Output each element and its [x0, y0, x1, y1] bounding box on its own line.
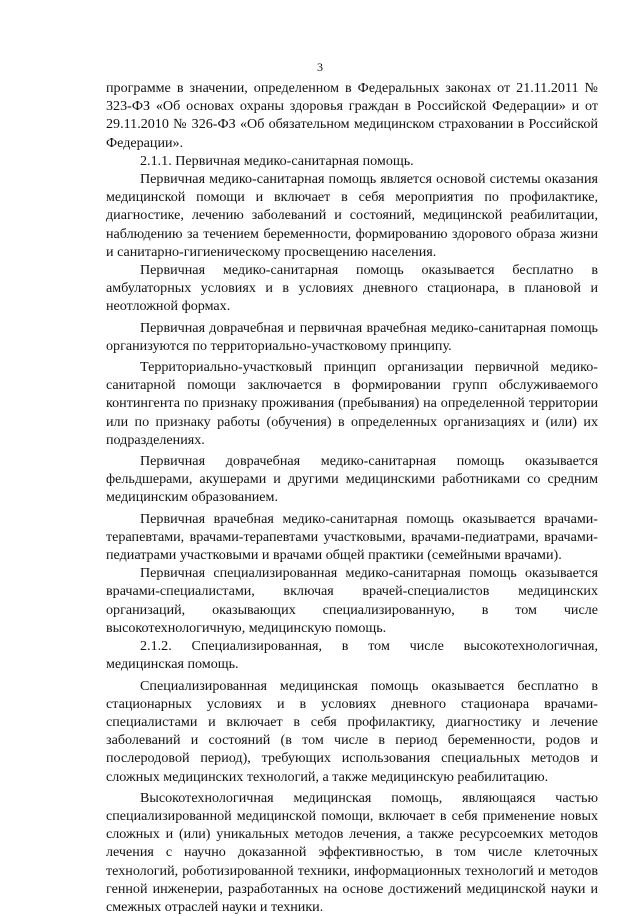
paragraph: Первичная специализированная медико-санитарная помощь оказывается врачами-специалистами, включая врачей-специалистов медицинских организаций, оказывающих специализированную, в том числе высокотехнологичную, медицинскую помощь. — [106, 565, 598, 636]
paragraph: Специализированная медицинская помощь оказывается бесплатно в стационарных условиях и в условиях дневного стационара врачами-специалистами и включает в себя профилактику, диагностику и лечение заболеваний и состояний (в том числе в период беременности, родов и послеродовой период), требующих использования специальных методов и сложных медицинских технологий, а также медицинскую реабилитацию. — [106, 677, 598, 785]
section-heading-2-1-2: 2.1.2. Специализированная, в том числе высокотехнологичная, медицинская помощь. — [106, 638, 598, 673]
paragraph: Высокотехнологичная медицинская помощь, являющаяся частью специализированной медицинской помощи, включает в себя применение новых сложных и (или) уникальных методов лечения, а также ресурсоемких методов лечения с научно доказанной эффективностью, в том числе клеточных технологий, роботизированной техники, информационных технологий и методов генной инженерии, разработанных на основе достижений медицинской науки и смежных отраслей науки и техники. — [106, 789, 598, 915]
paragraph: Первичная доврачебная медико-санитарная помощь оказывается фельдшерами, акушерами и другими медицинскими работниками со средним медицинским образованием. — [106, 453, 598, 506]
document-body — [106, 79, 598, 916]
section-heading-2-1-1: 2.1.1. Первичная медико-санитарная помощь. — [140, 152, 414, 169]
paragraph: Первичная медико-санитарная помощь оказывается бесплатно в амбулаторных условиях и в условиях дневного стационара, в плановой и неотложной формах. — [106, 262, 598, 315]
page-number: 3 — [317, 60, 323, 74]
paragraph: Первичная доврачебная и первичная врачебная медико-санитарная помощь организуются по территориально-участковому принципу. — [106, 319, 598, 354]
paragraph: Первичная медико-санитарная помощь является основой системы оказания медицинской помощи и включает в себя мероприятия по профилактике, диагностике, лечению заболеваний и состояний, медицинской реабилитации, наблюдению за течением беременности, формированию здорового образа жизни и санитарно-гигиеническому просвещению населения. — [106, 171, 598, 260]
paragraph: Территориально-участковый принцип организации первичной медико-санитарной помощи заключается в формировании групп обслуживаемого контингента по признаку проживания (пребывания) на определенной территории или по признаку работы (обучения) в определенных организациях и (или) их подразделениях. — [106, 359, 598, 448]
paragraph: Первичная врачебная медико-санитарная помощь оказывается врачами-терапевтами, врачами-терапевтами участковыми, врачами-педиатрами, врачами-педиатрами участковыми и врачами общей практики (семейными врачами). — [106, 510, 598, 564]
paragraph-continuation: программе в значении, определенном в Федеральных законах от 21.11.2011 № 323-ФЗ «Об основах охраны здоровья граждан в Российской Федерации» и от 29.11.2010 № 326-ФЗ «Об обязательном медицинском страховании в Российской Федерации». — [106, 80, 598, 151]
